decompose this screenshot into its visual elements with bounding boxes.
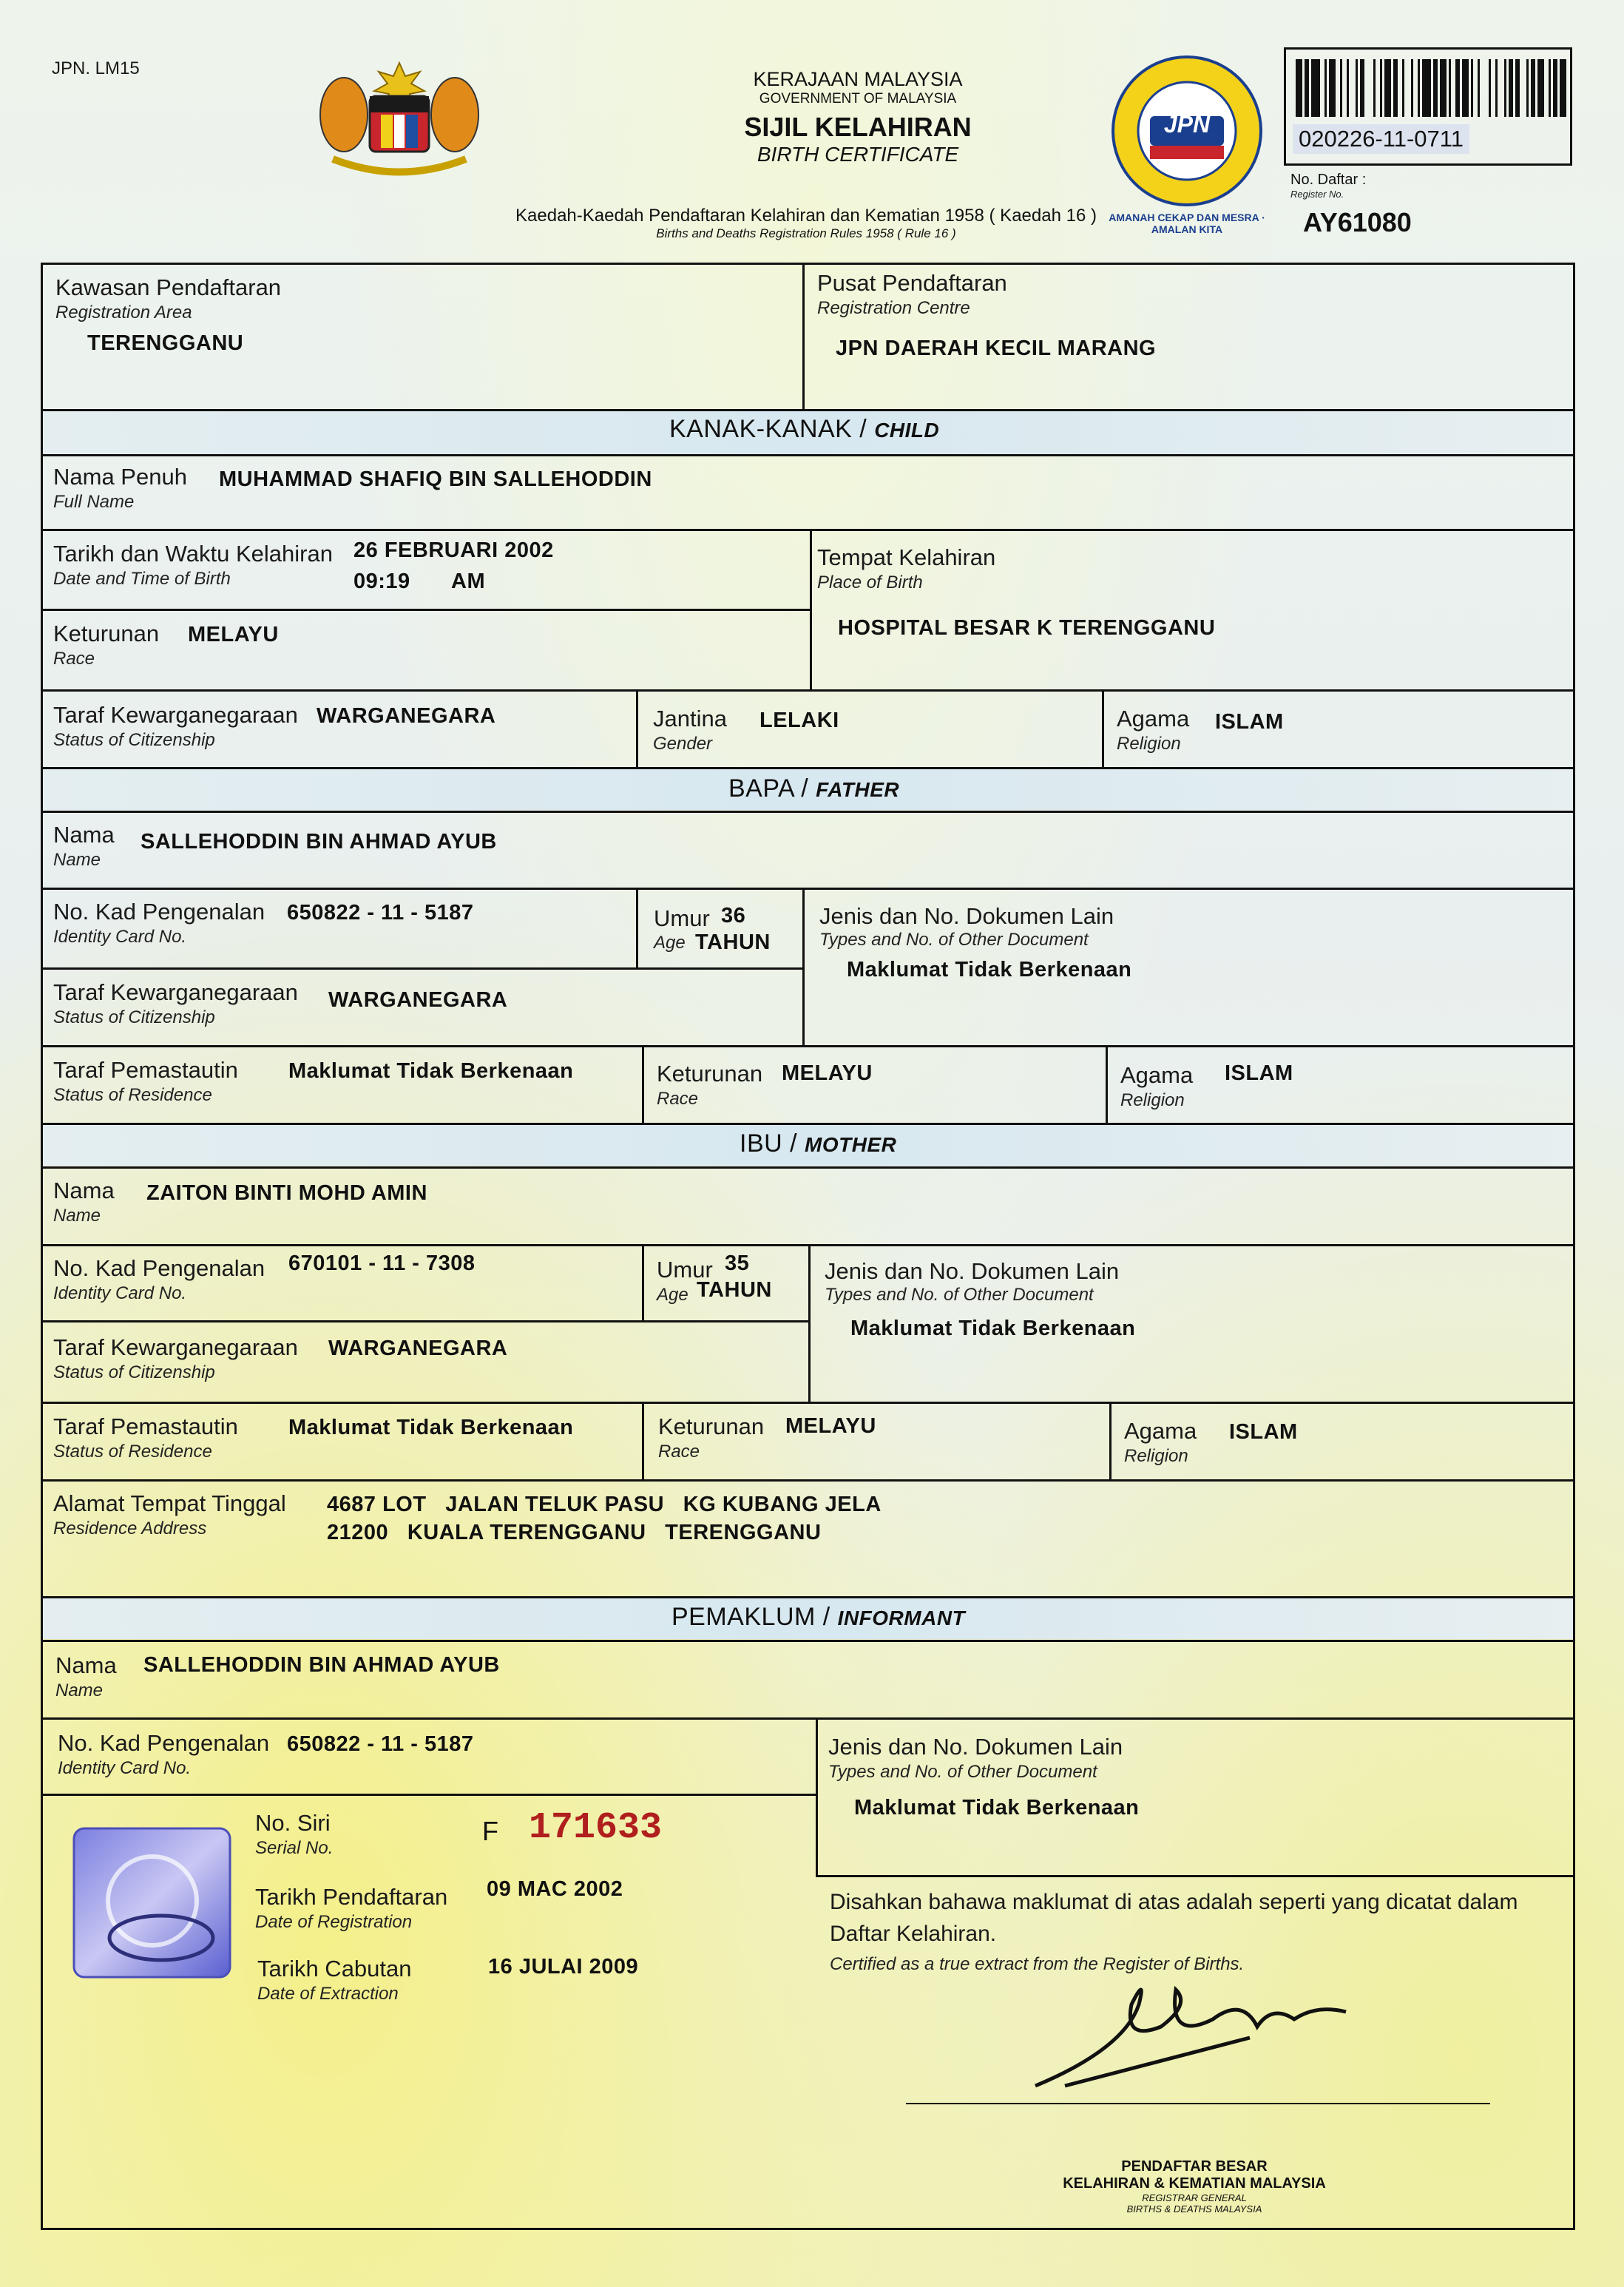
ext-date-sub: Date of Extraction [257,1984,399,2004]
child-time: 09:19 [353,570,410,593]
father-ic-sub: Identity Card No. [53,927,187,947]
child-race: MELAYU [188,623,279,646]
barcode-bar [1498,59,1504,117]
child-gender: LELAKI [759,709,839,732]
area-label: Kawasan Pendaftaran [55,274,282,300]
cert-en: Certified as a true extract from the Register of Births. [830,1954,1245,1974]
barcode-bar [1329,59,1336,117]
father-name-label: Nama [53,822,115,848]
form-code: JPN. LM15 [52,58,140,78]
father-age: 36 [721,904,746,928]
signature-icon [1021,1960,1361,2093]
barcode-bar [1462,59,1469,117]
section-informant: PEMAKLUM / INFORMANT [671,1603,966,1631]
mother-res-label: Taraf Pemastautin [53,1413,238,1439]
barcode-bar [1422,59,1431,117]
father-age-label: Umur [654,905,710,931]
area-sub: Registration Area [55,303,192,322]
informant-ic-label: No. Kad Pengenalan [58,1730,270,1756]
centre-label: Pusat Pendaftaran [817,270,1007,296]
barcode-bar [1349,59,1356,117]
pob-sub: Place of Birth [817,572,923,592]
mother-cit-label: Taraf Kewarganegaraan [53,1334,298,1360]
informant-name-label: Nama [55,1652,117,1678]
father-doc-label: Jenis dan No. Dokumen Lain [819,903,1114,929]
registrar-1: PENDAFTAR BESAR [1121,2158,1268,2175]
mother-ic-label: No. Kad Pengenalan [53,1255,265,1281]
father-residence: Maklumat Tidak Berkenaan [288,1059,574,1083]
address-line-1: 4687 LOT JALAN TELUK PASU KG KUBANG JELA [327,1493,882,1516]
informant-name: SALLEHODDIN BIN AHMAD AYUB [143,1653,500,1677]
cert-ms-2: Daftar Kelahiran. [830,1922,997,1946]
father-doc-sub: Types and No. of Other Document [819,930,1089,950]
informant-other-doc: Maklumat Tidak Berkenaan [854,1796,1140,1820]
father-religion: ISLAM [1225,1061,1293,1085]
registrar-4: BIRTHS & DEATHS MALAYSIA [1126,2203,1262,2215]
mother-ic: 670101 - 11 - 7308 [288,1251,476,1275]
barcode-bar [1560,59,1566,117]
pob-label: Tempat Kelahiran [817,544,996,570]
father-race: MELAYU [782,1061,873,1085]
informant-name-sub: Name [55,1680,104,1700]
child-place: HOSPITAL BESAR K TERENGGANU [838,616,1216,640]
barcode-bar [1566,59,1569,117]
centre-value: JPN DAERAH KECIL MARANG [836,337,1157,360]
mother-name-label: Nama [53,1178,115,1203]
barcode-number: 020226-11-0711 [1293,124,1469,154]
father-name-sub: Name [53,850,101,870]
father-other-doc: Maklumat Tidak Berkenaan [847,958,1132,982]
mother-age-unit: TAHUN [697,1278,772,1302]
father-ic-label: No. Kad Pengenalan [53,899,265,925]
centre-sub: Registration Centre [817,298,970,318]
barcode-bar [1384,59,1391,117]
informant-ic-sub: Identity Card No. [58,1758,192,1778]
address-label: Alamat Tempat Tinggal [53,1490,286,1516]
section-mother: IBU / MOTHER [740,1129,897,1158]
child-date: 26 FEBRUARI 2002 [353,538,554,562]
mother-religion-label: Agama [1124,1418,1197,1444]
ext-date: 16 JULAI 2009 [488,1955,639,1979]
child-race-sub: Race [53,649,95,669]
mother-doc-sub: Types and No. of Other Document [825,1285,1094,1305]
serial-label: No. Siri [255,1810,331,1836]
gender-sub: Gender [653,734,713,754]
coat-of-arms-icon [311,55,488,181]
child-citizenship: WARGANEGARA [317,704,496,728]
child-religion: ISLAM [1215,710,1284,734]
father-religion-sub: Religion [1120,1090,1185,1110]
mother-religion: ISLAM [1229,1420,1298,1444]
registrar-3: REGISTRAR GENERAL [1142,2192,1247,2203]
reg-date: 09 MAC 2002 [487,1877,623,1901]
child-religion-label: Agama [1117,706,1190,732]
registrar-2: KELAHIRAN & KEMATIAN MALAYSIA [1063,2175,1326,2192]
mother-age: 35 [725,1251,750,1275]
section-father: BAPA / FATHER [728,774,900,803]
informant-ic: 650822 - 11 - 5187 [287,1732,474,1756]
barcode-bar [1480,59,1489,117]
serial-number: 171633 [529,1807,663,1849]
mother-doc-label: Jenis dan No. Dokumen Lain [825,1258,1120,1284]
child-religion-sub: Religion [1117,734,1181,754]
mother-other-doc: Maklumat Tidak Berkenaan [850,1317,1136,1340]
register-label: No. Daftar : [1290,172,1367,188]
reg-date-label: Tarikh Pendaftaran [255,1884,448,1910]
seal-text: JPN [1163,111,1211,138]
mother-name-sub: Name [53,1206,101,1226]
mother-race-sub: Race [658,1442,700,1462]
mother-race-label: Keturunan [658,1413,765,1439]
barcode-bar [1296,59,1302,117]
father-race-label: Keturunan [657,1061,763,1087]
doc-title: SIJIL KELAHIRAN [744,112,972,142]
informant-doc-label: Jenis dan No. Dokumen Lain [828,1734,1123,1760]
rule-ms: Kaedah-Kaedah Pendaftaran Kelahiran dan Kematian 1958 ( Kaedah 16 ) [515,206,1097,226]
mother-citizenship: WARGANEGARA [328,1337,508,1360]
mother-cit-sub: Status of Citizenship [53,1362,215,1382]
barcode-bar [1537,59,1544,117]
child-cit-sub: Status of Citizenship [53,730,215,750]
area-value: TERENGGANU [87,331,244,355]
barcode-bar [1364,59,1373,117]
serial-sub: Serial No. [255,1838,334,1858]
serial-prefix: F [482,1816,498,1846]
child-race-label: Keturunan [53,621,160,646]
reg-date-sub: Date of Registration [255,1912,413,1932]
cert-ms-1: Disahkan bahawa maklumat di atas adalah seperti yang dicatat dalam [830,1890,1518,1914]
father-name: SALLEHODDIN BIN AHMAD AYUB [141,830,497,854]
register-no: AY61080 [1303,207,1412,237]
father-res-sub: Status of Residence [53,1085,212,1105]
dob-label: Tarikh dan Waktu Kelahiran [53,541,333,567]
child-full-name: MUHAMMAD SHAFIQ BIN SALLEHODDIN [219,467,652,491]
father-religion-label: Agama [1120,1062,1194,1088]
mother-res-sub: Status of Residence [53,1442,212,1462]
section-child: KANAK-KANAK / CHILD [669,415,940,443]
child-ampm: AM [451,570,486,593]
hologram-icon [72,1827,231,1979]
rule-en: Births and Deaths Registration Rules 1958 ( Rule 16 ) [656,226,956,240]
barcode-bar [1404,59,1411,117]
father-cit-sub: Status of Citizenship [53,1007,215,1027]
barcode-bar [1311,59,1320,117]
barcode-bar [1440,59,1447,117]
mother-race: MELAYU [785,1414,876,1438]
mother-residence: Maklumat Tidak Berkenaan [288,1416,574,1439]
gov-en: GOVERNMENT OF MALAYSIA [759,91,957,107]
seal-ring-text: AMANAH CEKAP DAN MESRA · AMALAN KITA [1109,212,1265,235]
father-ic: 650822 - 11 - 5187 [287,901,474,925]
mother-religion-sub: Religion [1124,1446,1188,1466]
barcode-bar [1520,59,1526,117]
doc-title-en: BIRTH CERTIFICATE [757,143,959,166]
gov-ms: KERAJAAN MALAYSIA [753,68,963,90]
father-age-sub: Age [654,933,686,953]
child-cit-label: Taraf Kewarganegaraan [53,702,298,728]
father-age-unit: TAHUN [695,930,771,954]
father-race-sub: Race [657,1089,699,1109]
address-sub: Residence Address [53,1519,207,1538]
father-citizenship: WARGANEGARA [328,988,508,1012]
ext-date-label: Tarikh Cabutan [257,1956,412,1982]
register-label-en: Register No. [1290,189,1344,200]
dob-sub: Date and Time of Birth [53,569,231,589]
mother-ic-sub: Identity Card No. [53,1283,187,1303]
father-res-label: Taraf Pemastautin [53,1057,238,1083]
mother-name: ZAITON BINTI MOHD AMIN [146,1181,427,1205]
mother-age-sub: Age [657,1285,688,1305]
full-name-label: Nama Penuh [53,464,187,490]
father-cit-label: Taraf Kewarganegaraan [53,979,298,1005]
informant-doc-sub: Types and No. of Other Document [828,1762,1097,1782]
gender-label: Jantina [653,706,727,732]
full-name-sub: Full Name [53,492,135,512]
address-line-2: 21200 KUALA TERENGGANU TERENGGANU [327,1521,822,1544]
barcode [1296,59,1569,117]
mother-age-label: Umur [657,1257,713,1283]
